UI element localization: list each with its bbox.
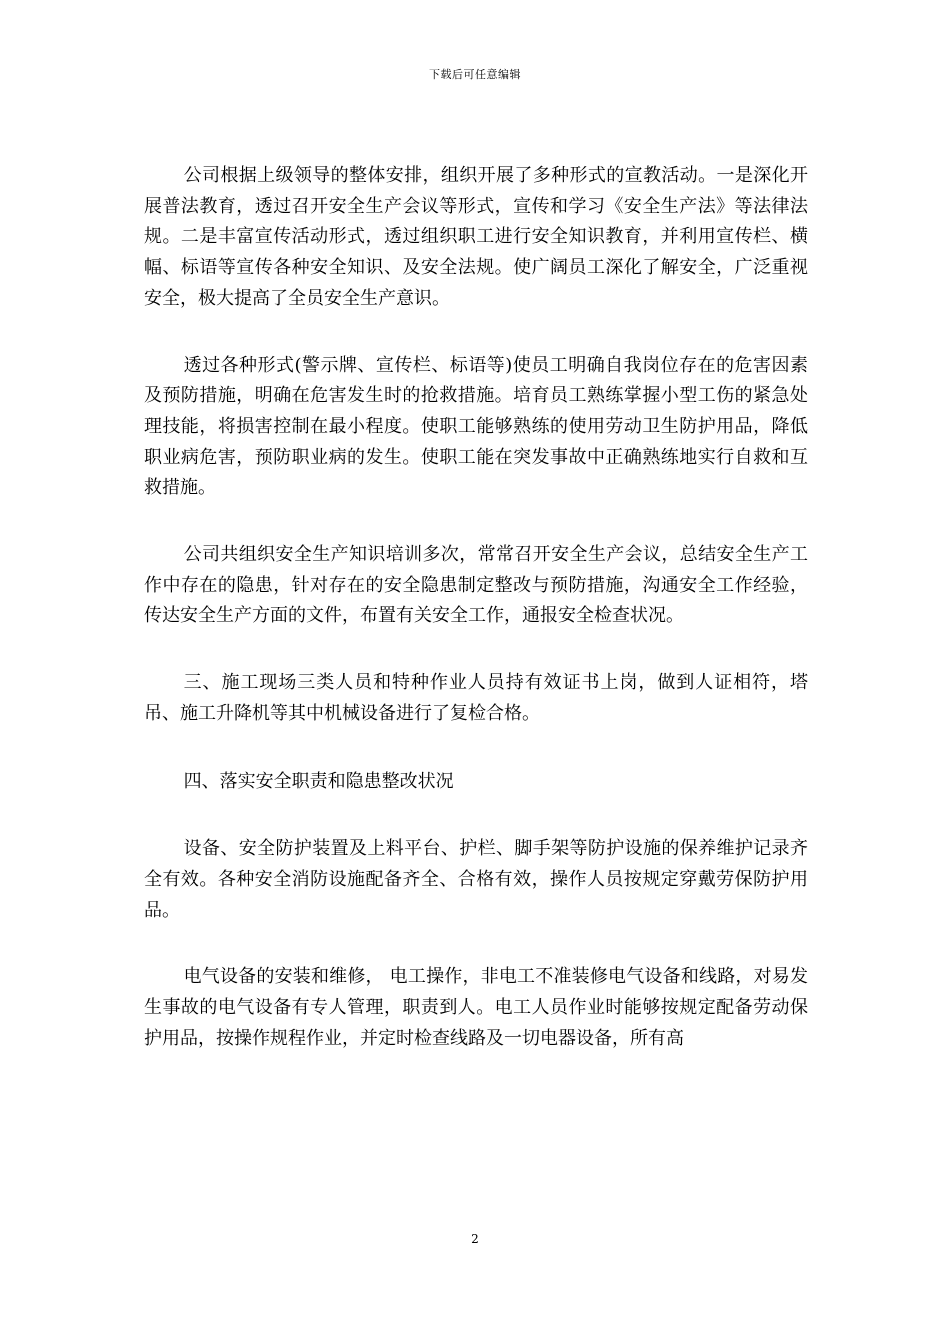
paragraph: 透过各种形式(警示牌、宣传栏、标语等)使员工明确自我岗位存在的危害因素及预防措施，明确在危害发生时的抢救措施。培育员工熟练掌握小型工伤的紧急处理技能，将损害控制在最小程度。使职工能够熟练的使用劳动卫生防护用品，降低职业病危害，预防职业病的发生。使职工能在突发事故中正确熟练地实行自救和互救措施。 xyxy=(144,354,808,499)
page-number: 2 xyxy=(471,1232,479,1246)
paragraph: 设备、安全防护装置及上料平台、护栏、脚手架等防护设施的保养维护记录齐全有效。各种安全消防设施配备齐全、合格有效，操作人员按规定穿戴劳保防护用品。 xyxy=(144,838,808,921)
section-heading: 四、落实安全职责和隐患整改状况 xyxy=(183,770,454,792)
page-header: 下载后可任意编辑 xyxy=(429,68,521,81)
paragraph: 公司共组织安全生产知识培训多次，常常召开安全生产会议，总结安全生产工作中存在的隐患，针对存在的安全隐患制定整改与预防措施，沟通安全工作经验，传达安全生产方面的文件，布置有关安全工作，通报安全检查状况。 xyxy=(144,544,808,627)
document-body xyxy=(144,161,808,1054)
paragraph: 三、施工现场三类人员和特种作业人员持有效证书上岗，做到人证相符，塔吊、施工升降机等其中机械设备进行了复检合格。 xyxy=(144,672,808,724)
paragraph: 电气设备的安装和维修， 电工操作，非电工不准装修电气设备和线路，对易发生事故的电气设备有专人管理，职责到人。电工人员作业时能够按规定配备劳动保护用品，按操作规程作业，并定时检查线路及一切电器设备，所有高 xyxy=(144,966,808,1049)
paragraph: 公司根据上级领导的整体安排，组织开展了多种形式的宣教活动。一是深化开展普法教育，透过召开安全生产会议等形式，宣传和学习《安全生产法》等法律法规。二是丰富宣传活动形式，透过组织职工进行安全知识教育，并利用宣传栏、横幅、标语等宣传各种安全知识、及安全法规。使广阔员工深化了解安全，广泛重视安全，极大提高了全员安全生产意识。 xyxy=(144,165,808,309)
